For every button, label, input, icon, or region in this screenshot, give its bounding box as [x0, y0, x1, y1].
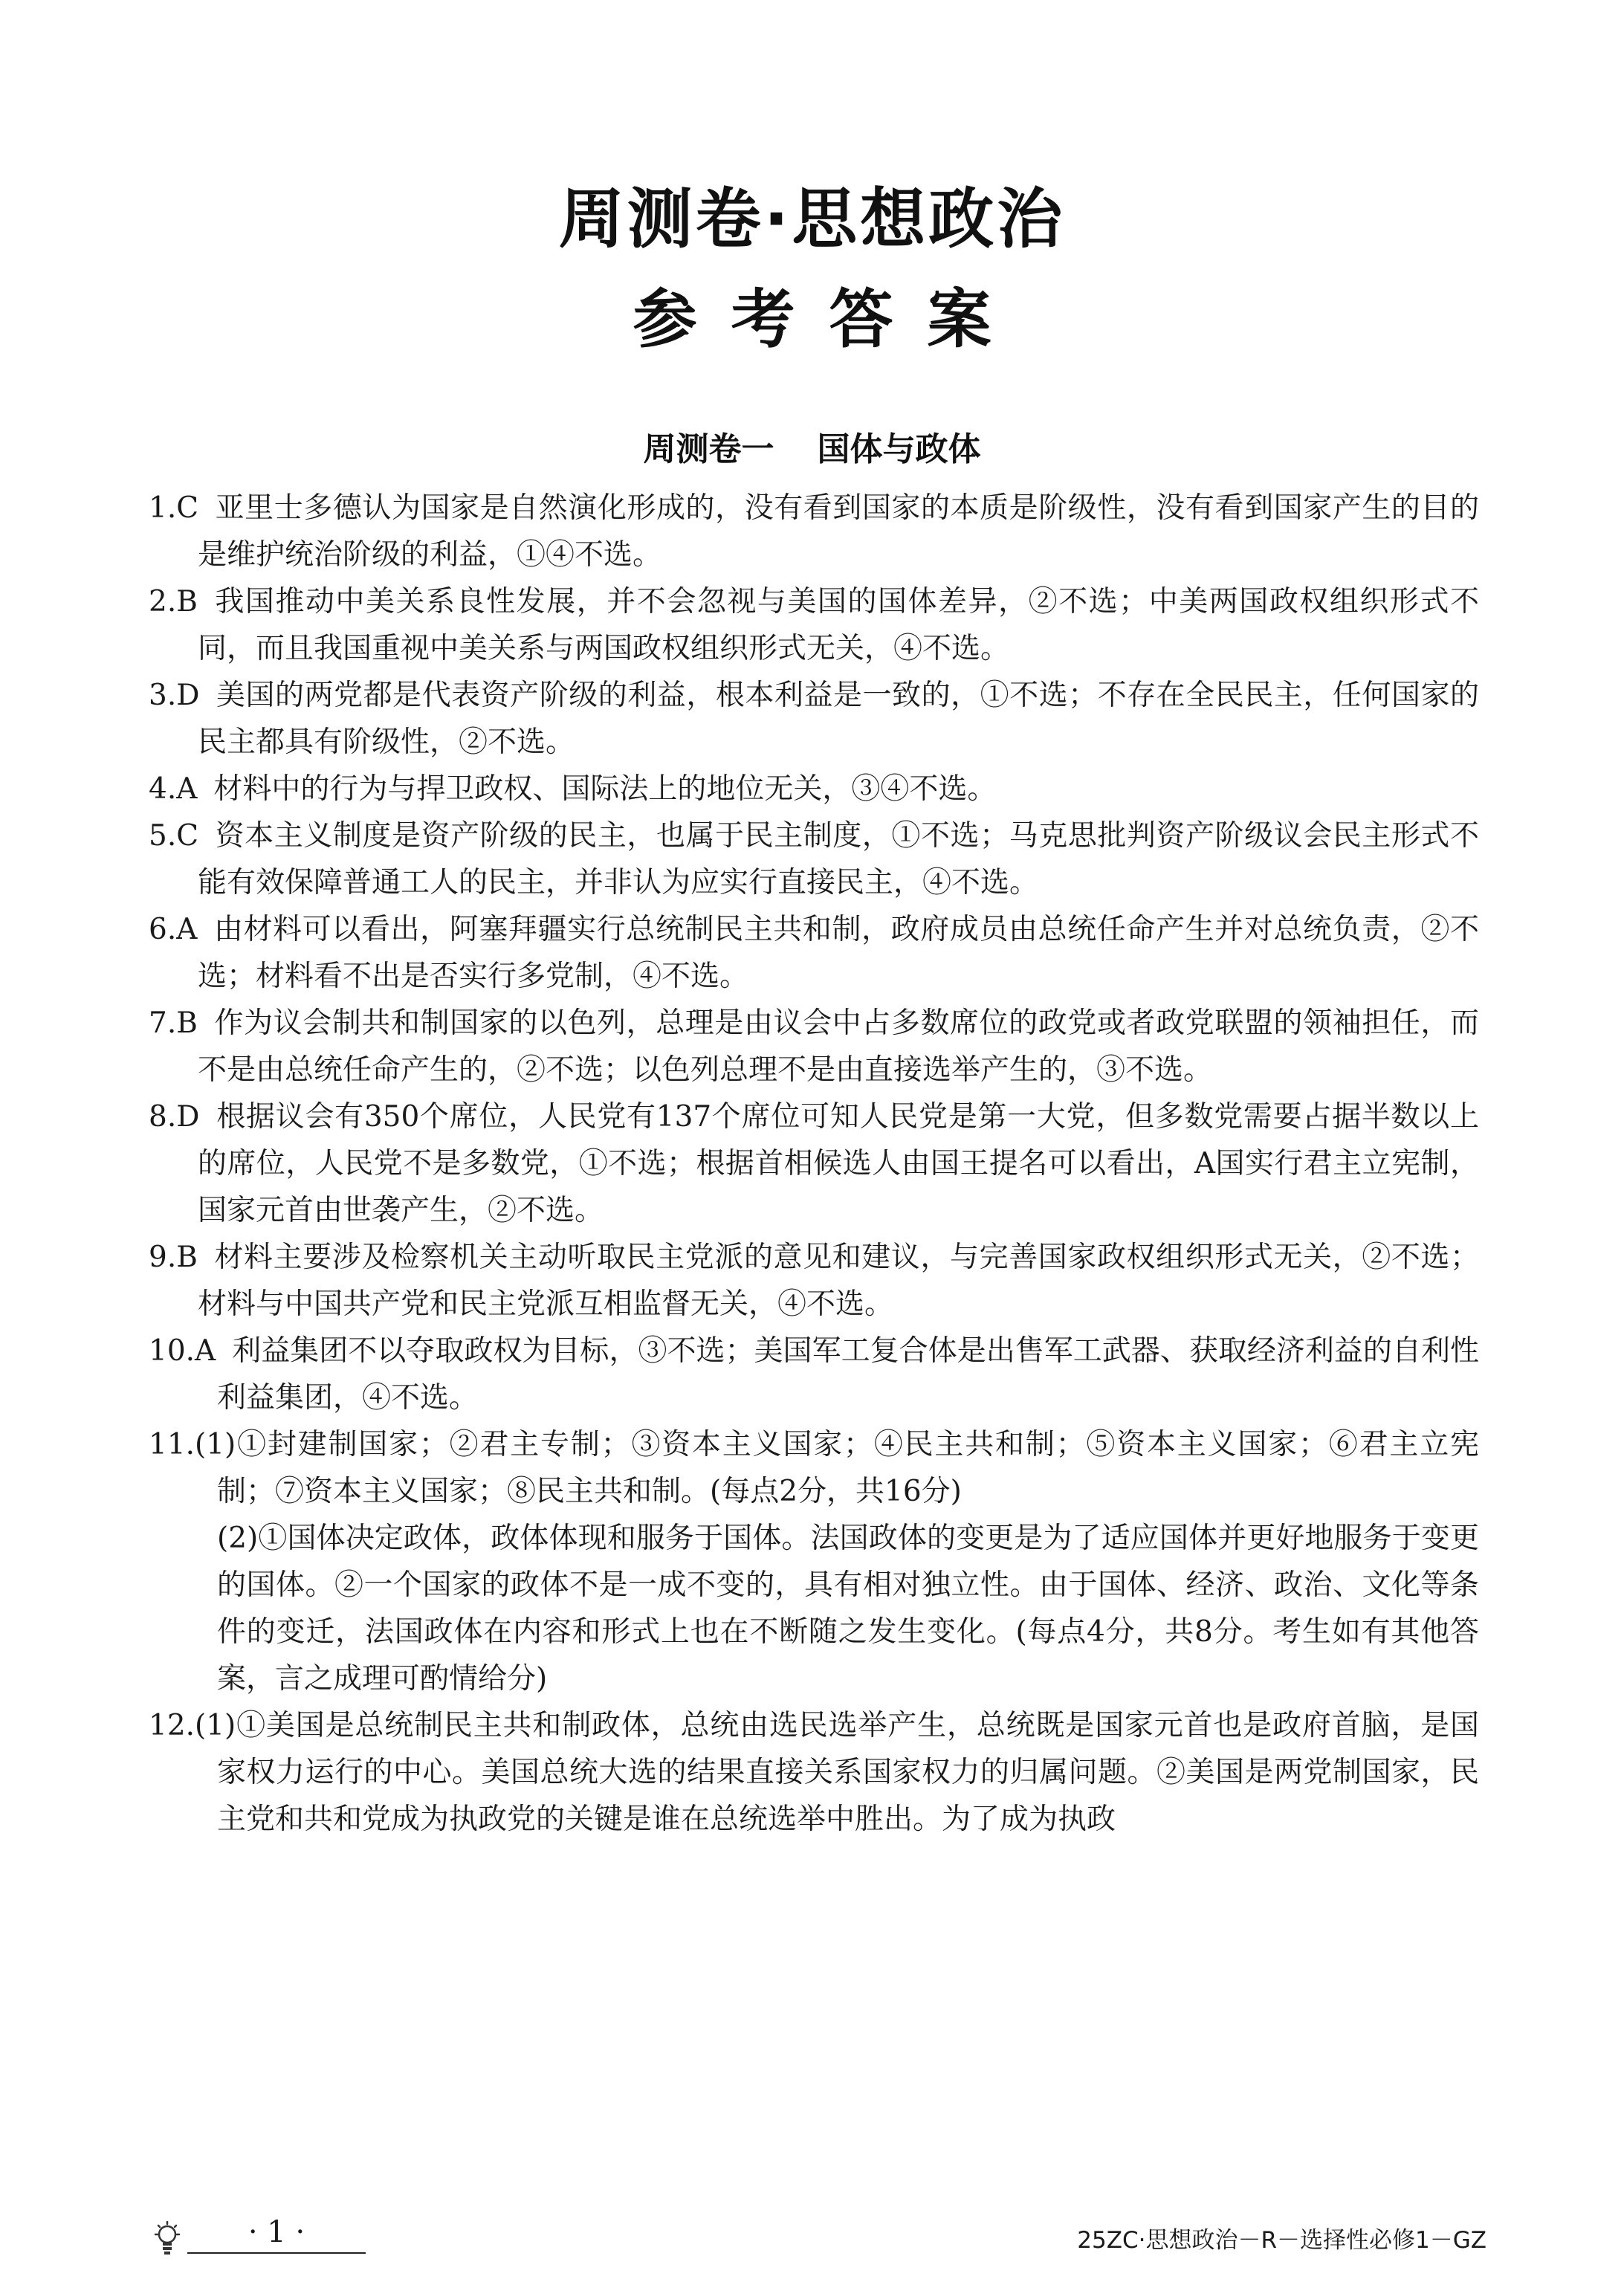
answer-number: 7.B	[149, 1006, 198, 1040]
answer-text: 我国推动中美关系良性发展，并不会忽视与美国的国体差异，②不选；中美两国政权组织形式不同，而且我国重视中美关系与两国政权组织形式无关，④不选。	[198, 585, 1479, 665]
answer-text: 作为议会制共和制国家的以色列，总理是由议会中占多数席位的政党或者政党联盟的领袖担任，而不是由总统任命产生的，②不选；以色列总理不是由直接选举产生的，③不选。	[198, 1006, 1479, 1087]
answer-number: 6.A	[149, 913, 198, 946]
answer-number: 9.B	[149, 1241, 198, 1274]
page-subtitle: 参考答案	[633, 282, 1026, 357]
answer-item-2	[149, 578, 1479, 672]
page-title: 周测卷·思想政治	[558, 181, 1066, 257]
answer-number: 3.D	[149, 679, 200, 712]
answer-number: 12.	[149, 1709, 195, 1742]
page-number: · 1 ·	[187, 2215, 366, 2254]
answer-item-10	[149, 1328, 1479, 1421]
answer-part-1: (1)①美国是总统制民主共和制政体，总统由选民选举产生，总统既是国家元首也是政府首脑，是国家权力运行的中心。美国总统大选的结果直接关系国家权力的归属问题。②美国是两党制国家，民主党和共和党成为执政党的关键是谁在总统选举中胜出。为了成为执政	[195, 1709, 1479, 1836]
answer-text: 美国的两党都是代表资产阶级的利益，根本利益是一致的，①不选；不存在全民民主，任何国家的民主都具有阶级性，②不选。	[198, 679, 1479, 759]
answer-number: 2.B	[149, 585, 198, 618]
answer-item-12	[149, 1702, 1479, 1843]
answer-text: 资本主义制度是资产阶级的民主，也属于民主制度，①不选；马克思批判资产阶级议会民主形式不能有效保障普通工人的民主，并非认为应实行直接民主，④不选。	[198, 819, 1479, 899]
answer-number: 11.	[149, 1428, 195, 1461]
answer-item-9	[149, 1234, 1479, 1328]
answer-item-11-part-2: (2)①国体决定政体，政体体现和服务于国体。法国政体的变更是为了适应国体并更好地服务于变更的国体。②一个国家的政体不是一成不变的，具有相对独立性。由于国体、经济、政治、文化等条件的变迁，法国政体在内容和形式上也在不断随之发生变化。(每点4分，共8分。考生如有其他答案，言之成理可酌情给分)	[217, 1522, 1479, 1696]
answer-text: 由材料可以看出，阿塞拜疆实行总统制民主共和制，政府成员由总统任命产生并对总统负责，②不选；材料看不出是否实行多党制，④不选。	[198, 913, 1479, 993]
section-topic: 国体与政体	[817, 430, 981, 468]
answer-text: 根据议会有350个席位，人民党有137个席位可知人民党是第一大党，但多数党需要占据半数以上的席位，人民党不是多数党，①不选；根据首相候选人由国王提名可以看出，A国实行君主立宪制，国家元首由世袭产生，②不选。	[198, 1100, 1479, 1227]
answer-text: 材料主要涉及检察机关主动听取民主党派的意见和建议，与完善国家政权组织形式无关，②不选；材料与中国共产党和民主党派互相监督无关，④不选。	[198, 1241, 1479, 1321]
section-heading	[0, 422, 1624, 470]
answer-item-6	[149, 906, 1479, 1000]
answer-item-3	[149, 672, 1479, 766]
answer-item-1	[149, 485, 1479, 578]
answer-text: 亚里士多德认为国家是自然演化形成的，没有看到国家的本质是阶级性，没有看到国家产生的目的是维护统治阶级的利益，①④不选。	[198, 491, 1479, 572]
answer-text: 利益集团不以夺取政权为目标，③不选；美国军工复合体是出售军工武器、获取经济利益的自利性利益集团，④不选。	[217, 1334, 1479, 1415]
answer-text: 材料中的行为与捍卫政权、国际法上的地位无关，③④不选。	[213, 772, 997, 806]
answer-number: 10.A	[149, 1334, 216, 1368]
section-name: 周测卷一	[643, 430, 774, 468]
answer-item-5	[149, 812, 1479, 906]
answer-part-1: (1)①封建制国家；②君主专制；③资本主义国家；④民主共和制；⑤资本主义国家；⑥君主立宪制；⑦资本主义国家；⑧民主共和制。(每点2分，共16分)	[195, 1428, 1479, 1508]
document-code: 25ZC·思想政治－R－选择性必修1－GZ	[1077, 2227, 1486, 2254]
answer-number: 1.C	[149, 491, 199, 525]
lightbulb-icon	[152, 2221, 182, 2258]
answer-item-7	[149, 1000, 1479, 1093]
answer-item-11	[149, 1421, 1479, 1515]
answer-list	[149, 485, 1479, 1843]
answer-number: 4.A	[149, 772, 198, 806]
answer-item-8	[149, 1093, 1479, 1234]
answer-number: 8.D	[149, 1100, 200, 1134]
answer-item-4	[149, 766, 1479, 812]
answer-number: 5.C	[149, 819, 199, 853]
page-footer	[0, 2217, 1624, 2261]
